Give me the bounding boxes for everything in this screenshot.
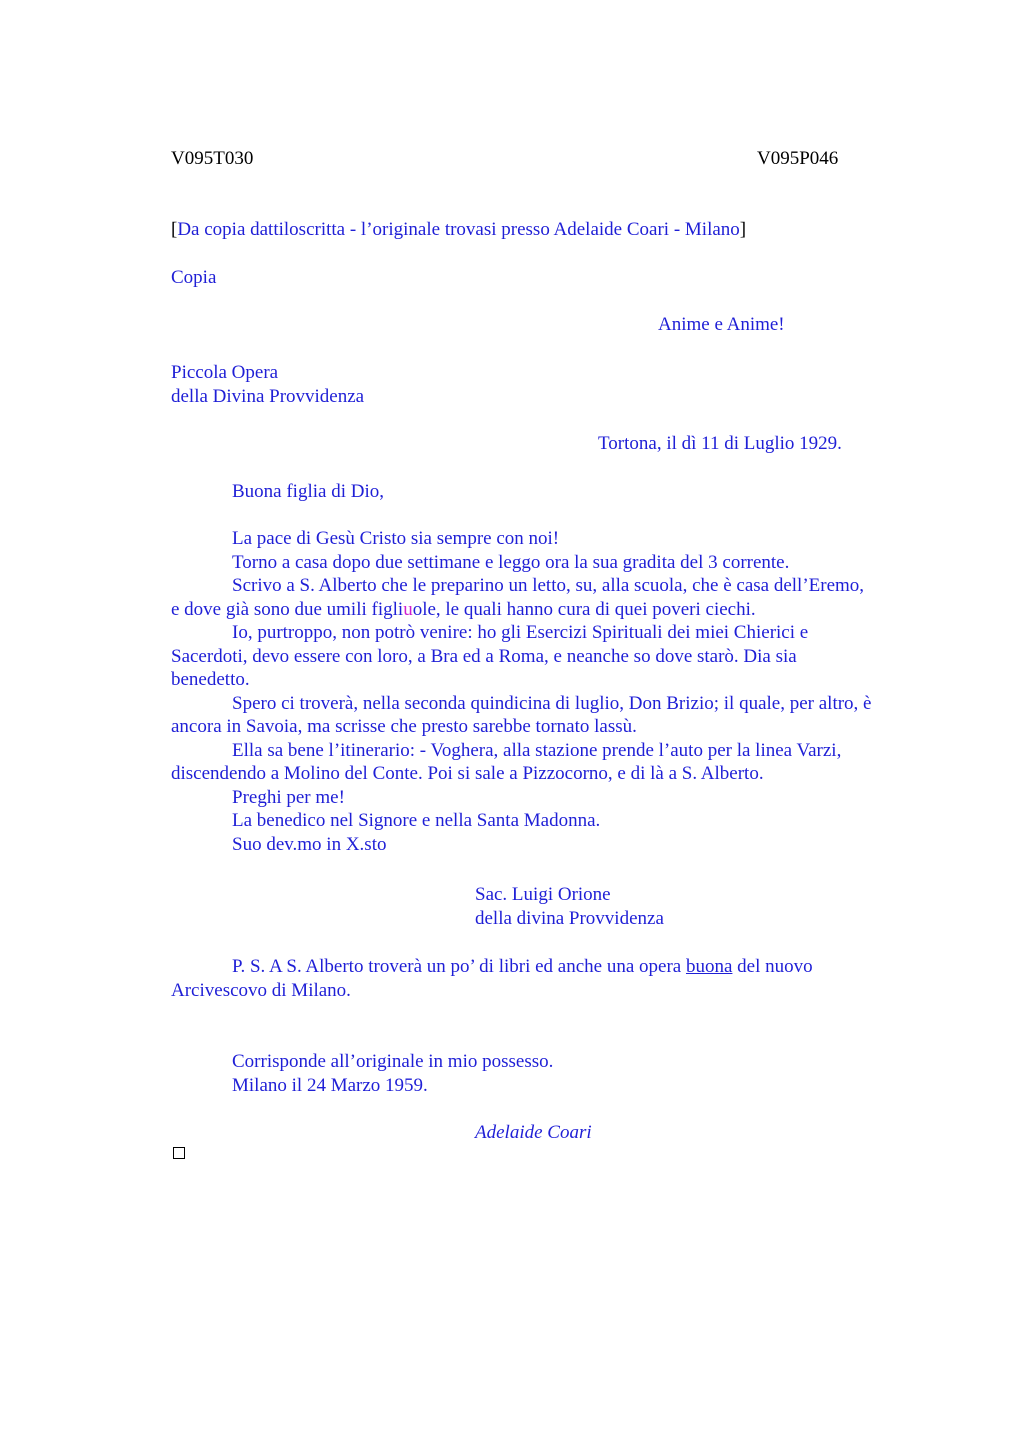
- body-line: Torno a casa dopo due settimane e leggo ora la sua gradita del 3 corrente.: [232, 551, 790, 573]
- empty-checkbox-icon: [173, 1147, 185, 1159]
- body-line: ancora in Savoia, ma scrisse che presto sarebbe tornato lassù.: [171, 716, 637, 737]
- body-line: Ella sa bene l’itinerario: - Voghera, alla stazione prende l’auto per la linea Varzi,: [232, 739, 842, 761]
- letterhead-line-1: Piccola Opera: [171, 362, 279, 383]
- source-note-open-bracket: [: [171, 219, 178, 240]
- source-note-close-bracket: ]: [739, 219, 747, 240]
- salutation: Buona figlia di Dio,: [232, 481, 384, 502]
- header-left-code: V095T030: [171, 148, 254, 169]
- body-line: Spero ci troverà, nella seconda quindicina di luglio, Don Brizio; il quale, per altro, è: [232, 692, 872, 714]
- letter-body: [171, 527, 941, 856]
- body-line: Io, purtroppo, non potrò venire: ho gli Esercizi Spirituali dei miei Chierici e: [232, 622, 809, 643]
- signature-line-1: Sac. Luigi Orione: [475, 884, 611, 905]
- postscript-text: del nuovo: [732, 956, 813, 977]
- header-right-code: V095P046: [757, 148, 839, 169]
- certification-line-2: Milano il 24 Marzo 1959.: [232, 1074, 428, 1096]
- body-line: [171, 598, 941, 622]
- correction-mark: u: [403, 598, 413, 620]
- certification: [232, 1050, 553, 1097]
- body-text: ole, le quali hanno cura di quei poveri ciechi.: [412, 598, 756, 620]
- body-line: Preghi per me!: [232, 786, 345, 808]
- postscript: [171, 955, 941, 1002]
- source-note-text: Da copia dattiloscritta - l’originale trovasi presso Adelaide Coari - Milano: [177, 219, 740, 240]
- body-line: benedetto.: [171, 669, 250, 690]
- copia-label: Copia: [171, 267, 217, 288]
- body-line: La benedico nel Signore e nella Santa Madonna.: [232, 810, 601, 831]
- body-line: Suo dev.mo in X.sto: [232, 833, 387, 855]
- body-line: La pace di Gesù Cristo sia sempre con noi!: [232, 528, 560, 549]
- underlined-word: buona: [685, 956, 733, 977]
- postscript-line: Arcivescovo di Milano.: [171, 979, 351, 1001]
- body-line: Scrivo a S. Alberto che le preparino un letto, su, alla scuola, che è casa dell’Eremo,: [232, 575, 865, 596]
- letterhead-line-2: della Divina Provvidenza: [171, 385, 365, 407]
- postscript-text: P. S. A S. Alberto troverà un po’ di libri ed anche una opera: [232, 956, 686, 977]
- postscript-line: [171, 955, 941, 979]
- body-line: Sacerdoti, devo essere con loro, a Bra ed a Roma, e neanche so dove starò. Dia sia: [171, 645, 797, 667]
- body-text: e dove già sono due umili figli: [171, 598, 404, 620]
- signature-line-2: della divina Provvidenza: [475, 907, 664, 929]
- certifier-signature: Adelaide Coari: [475, 1122, 592, 1143]
- certification-line-1: Corrisponde all’originale in mio possesso.: [232, 1051, 554, 1072]
- letterhead: [171, 361, 364, 408]
- body-line: discendendo a Molino del Conte. Poi si sale a Pizzocorno, e di là a S. Alberto.: [171, 763, 764, 784]
- place-date: Tortona, il dì 11 di Luglio 1929.: [598, 433, 842, 454]
- signature: [475, 883, 664, 930]
- motto: Anime e Anime!: [658, 314, 785, 335]
- source-note: [171, 218, 746, 242]
